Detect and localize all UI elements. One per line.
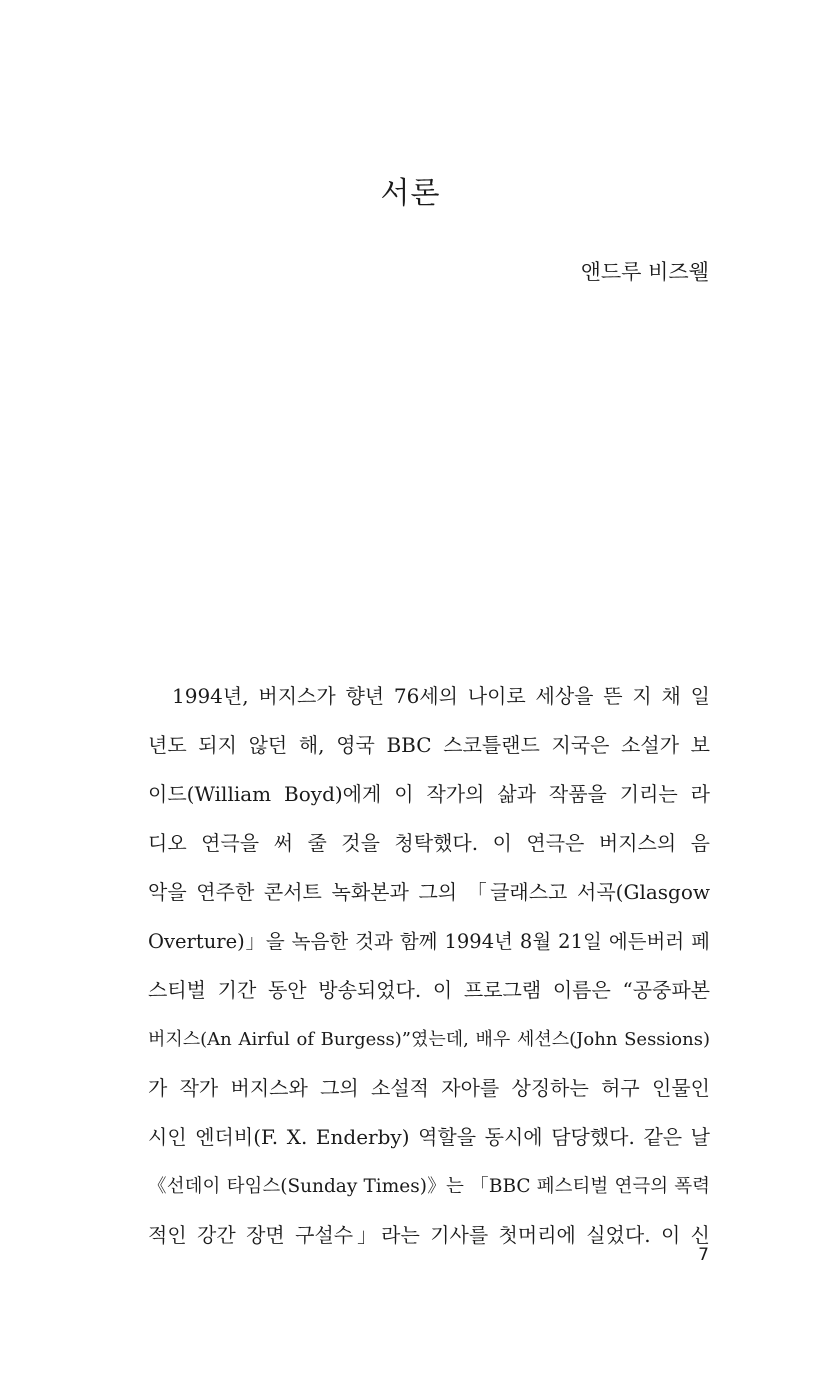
text-line: Overture)」을 녹음한 것과 함께 1994년 8월 21일 에든버러 페 bbox=[148, 930, 710, 953]
text-line: 적인 강간 장면 구설수」라는 기사를 첫머리에 실었다. 이 신 bbox=[148, 1223, 710, 1247]
text-line: 이드(William Boyd)에게 이 작가의 삶과 작품을 기리는 라 bbox=[148, 782, 710, 806]
chapter-author: 앤드루 비즈웰 bbox=[580, 260, 709, 284]
chapter-title: 서론 bbox=[380, 176, 441, 211]
text-line: 버지스(An Airful of Burgess)”였는데, 배우 세션스(John Sessions) bbox=[148, 1029, 710, 1050]
page-number: 7 bbox=[698, 1245, 709, 1265]
text-line: 1994년, 버지스가 향년 76세의 나이로 세상을 뜬 지 채 일 bbox=[172, 684, 710, 708]
text-line: 디오 연극을 써 줄 것을 청탁했다. 이 연극은 버지스의 음 bbox=[148, 831, 710, 855]
text-line: 시인 엔더비(F. X. Enderby) 역할을 동시에 담당했다. 같은 날 bbox=[148, 1125, 710, 1149]
text-line: 《선데이 타임스(Sunday Times)》는 「BBC 페스티벌 연극의 폭력 bbox=[148, 1176, 710, 1197]
text-line: 년도 되지 않던 해, 영국 BBC 스코틀랜드 지국은 소설가 보 bbox=[148, 733, 710, 757]
text-line: 악을 연주한 콘서트 녹화본과 그의 「글래스고 서곡(Glasgow bbox=[148, 880, 710, 904]
body-paragraph bbox=[148, 672, 710, 1260]
text-line: 가 작가 버지스와 그의 소설적 자아를 상징하는 허구 인물인 bbox=[148, 1076, 710, 1100]
text-line: 스티벌 기간 동안 방송되었다. 이 프로그램 이름은 “공중파본 bbox=[148, 978, 710, 1002]
